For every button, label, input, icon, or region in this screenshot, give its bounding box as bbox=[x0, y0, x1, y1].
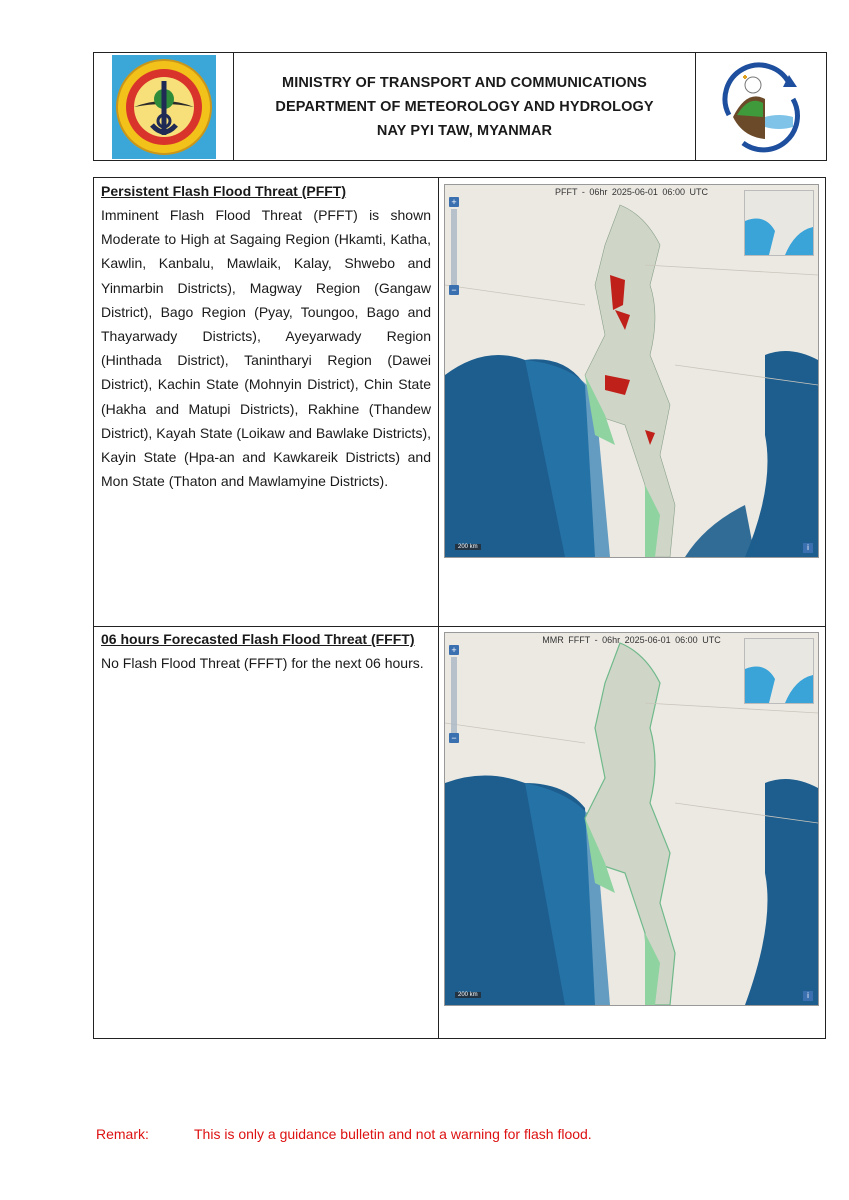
ffft-title: 06 hours Forecasted Flash Flood Threat (FFFT) bbox=[101, 631, 415, 647]
hydrology-logo-cell bbox=[695, 53, 826, 160]
pfft-overview-inset bbox=[744, 190, 814, 256]
map-info-button[interactable]: i bbox=[803, 543, 813, 553]
map-zoom-in-button[interactable]: + bbox=[449, 197, 459, 207]
ffft-description: No Flash Flood Threat (FFFT) for the next 06 hours. bbox=[101, 655, 424, 671]
map-zoom-slider[interactable] bbox=[451, 657, 457, 733]
pfft-row bbox=[94, 178, 825, 627]
pfft-text-cell bbox=[94, 178, 439, 626]
ffft-row bbox=[94, 626, 825, 1038]
pfft-scale-bar: 200 km bbox=[455, 544, 481, 550]
map-zoom-in-button[interactable]: + bbox=[449, 645, 459, 655]
ministry-logo-cell bbox=[94, 53, 234, 160]
pfft-map bbox=[444, 184, 819, 558]
pfft-title: Persistent Flash Flood Threat (PFFT) bbox=[101, 183, 347, 199]
ffft-overview-inset bbox=[744, 638, 814, 704]
remark-text: This is only a guidance bulletin and not a warning for flash flood. bbox=[194, 1126, 592, 1142]
pfft-description: Imminent Flash Flood Threat (PFFT) is shown Moderate to High at Sagaing Region (Hkamti, Katha, Kawlin, Kanbalu, Mawlaik, Kalay, Shwebo and Yinmarbin Districts), Magway Region (Gangaw District), Bago Region (Pyay, Toungoo, Bago and Thayarwady Districts), Ayeyarwady Region (Hinthada District), Tanintharyi Region (Dawei District), Kachin State (Mohnyin District), Chin State (Hakha and Matupi Districts), Rakhine (Thandew District), Kayah State (Loikaw and Bawlake Districts), Kayin State (Hpa-an and Kawkareik Districts) and Mon State (Thaton and Mawlamyine Districts). bbox=[101, 207, 431, 490]
map-zoom-slider[interactable] bbox=[451, 209, 457, 285]
ffft-scale-bar: 200 km bbox=[455, 992, 481, 998]
bulletin-table bbox=[93, 177, 826, 1039]
map-zoom-out-button[interactable]: − bbox=[449, 285, 459, 295]
pfft-map-title: PFFT - 06hr 2025-06-01 06:00 UTC bbox=[555, 187, 708, 197]
pfft-map-cell bbox=[440, 178, 825, 626]
map-info-button[interactable]: i bbox=[803, 991, 813, 1001]
remark-label: Remark: bbox=[96, 1126, 149, 1142]
ffft-text-cell bbox=[94, 626, 439, 1038]
ministry-emblem-icon bbox=[112, 55, 216, 159]
header-location-line: NAY PYI TAW, MYANMAR bbox=[376, 122, 553, 139]
ffft-map bbox=[444, 632, 819, 1006]
header-ministry-line: MINISTRY OF TRANSPORT AND COMMUNICATIONS bbox=[282, 74, 647, 91]
remark-line bbox=[96, 1126, 592, 1142]
map-zoom-out-button[interactable]: − bbox=[449, 733, 459, 743]
header-department-line: DEPARTMENT OF METEOROLOGY AND HYDROLOGY bbox=[275, 98, 654, 115]
header-title-cell bbox=[234, 53, 695, 160]
ffft-map-cell bbox=[440, 626, 825, 1038]
ffft-map-title: MMR FFFT - 06hr 2025-06-01 06:00 UTC bbox=[542, 635, 721, 645]
hydrology-logo-icon bbox=[709, 55, 813, 159]
bulletin-header bbox=[93, 52, 827, 161]
